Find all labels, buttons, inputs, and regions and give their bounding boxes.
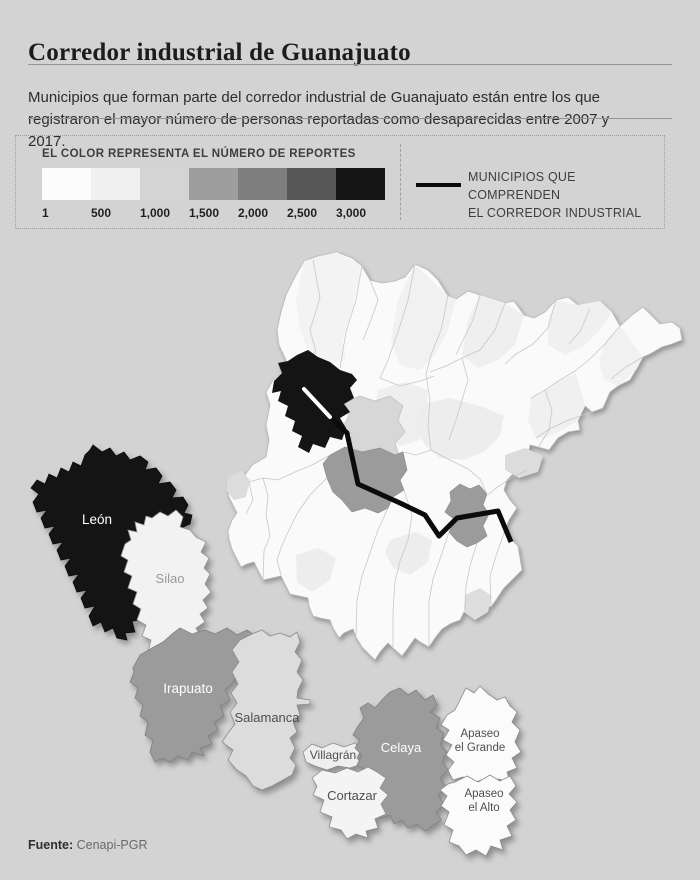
municipality-cortazar xyxy=(312,767,388,839)
municipality-cortazar-label: Cortazar xyxy=(327,788,377,803)
apaseo-el-alto-label-line1: Apaseo xyxy=(464,788,504,800)
apaseo-el-grande-label-line2: el Grande xyxy=(454,742,506,754)
municipality-irapuato-label: Irapuato xyxy=(163,681,213,696)
legend-scale-title: EL COLOR REPRESENTA EL NÚMERO DE REPORTES xyxy=(42,148,356,160)
municipality-leon-label: León xyxy=(81,512,113,527)
municipality-salamanca-label: Salamanca xyxy=(234,710,300,725)
page-title: Corredor industrial de Guanajuato xyxy=(28,38,411,66)
state-map-group xyxy=(226,252,682,660)
municipality-villagran-label: Villagrán xyxy=(309,748,357,762)
municipality-silao-label: Silao xyxy=(155,571,185,586)
apaseo-el-alto-label-line2: el Alto xyxy=(468,802,500,814)
legend-tick: 2,000 xyxy=(238,206,269,220)
legend-tick: 1,000 xyxy=(140,206,171,220)
legend-tick: 2,500 xyxy=(287,206,318,220)
corridor-legend-line1: MUNICIPIOS QUE COMPRENDEN xyxy=(468,170,576,202)
source-label: Fuente: xyxy=(28,838,74,852)
legend-tick: 1 xyxy=(42,206,49,220)
legend-tick: 500 xyxy=(91,206,112,220)
subtitle: Municipios que forman parte del corredor industrial de Guanajuato están entre los que registraron el mayor número de personas reportadas como desaparecidas entre 2007 y 2017. xyxy=(28,89,610,150)
apaseo-el-grande-label-line1: Apaseo xyxy=(460,728,500,740)
source-note xyxy=(28,838,148,852)
corridor-legend-line2: EL CORREDOR INDUSTRIAL xyxy=(468,206,642,220)
source-value: Cenapi-PGR xyxy=(76,838,148,852)
municipality-celaya-label: Celaya xyxy=(380,740,422,755)
legend-tick: 1,500 xyxy=(189,206,220,220)
legend-tick: 3,000 xyxy=(336,206,367,220)
